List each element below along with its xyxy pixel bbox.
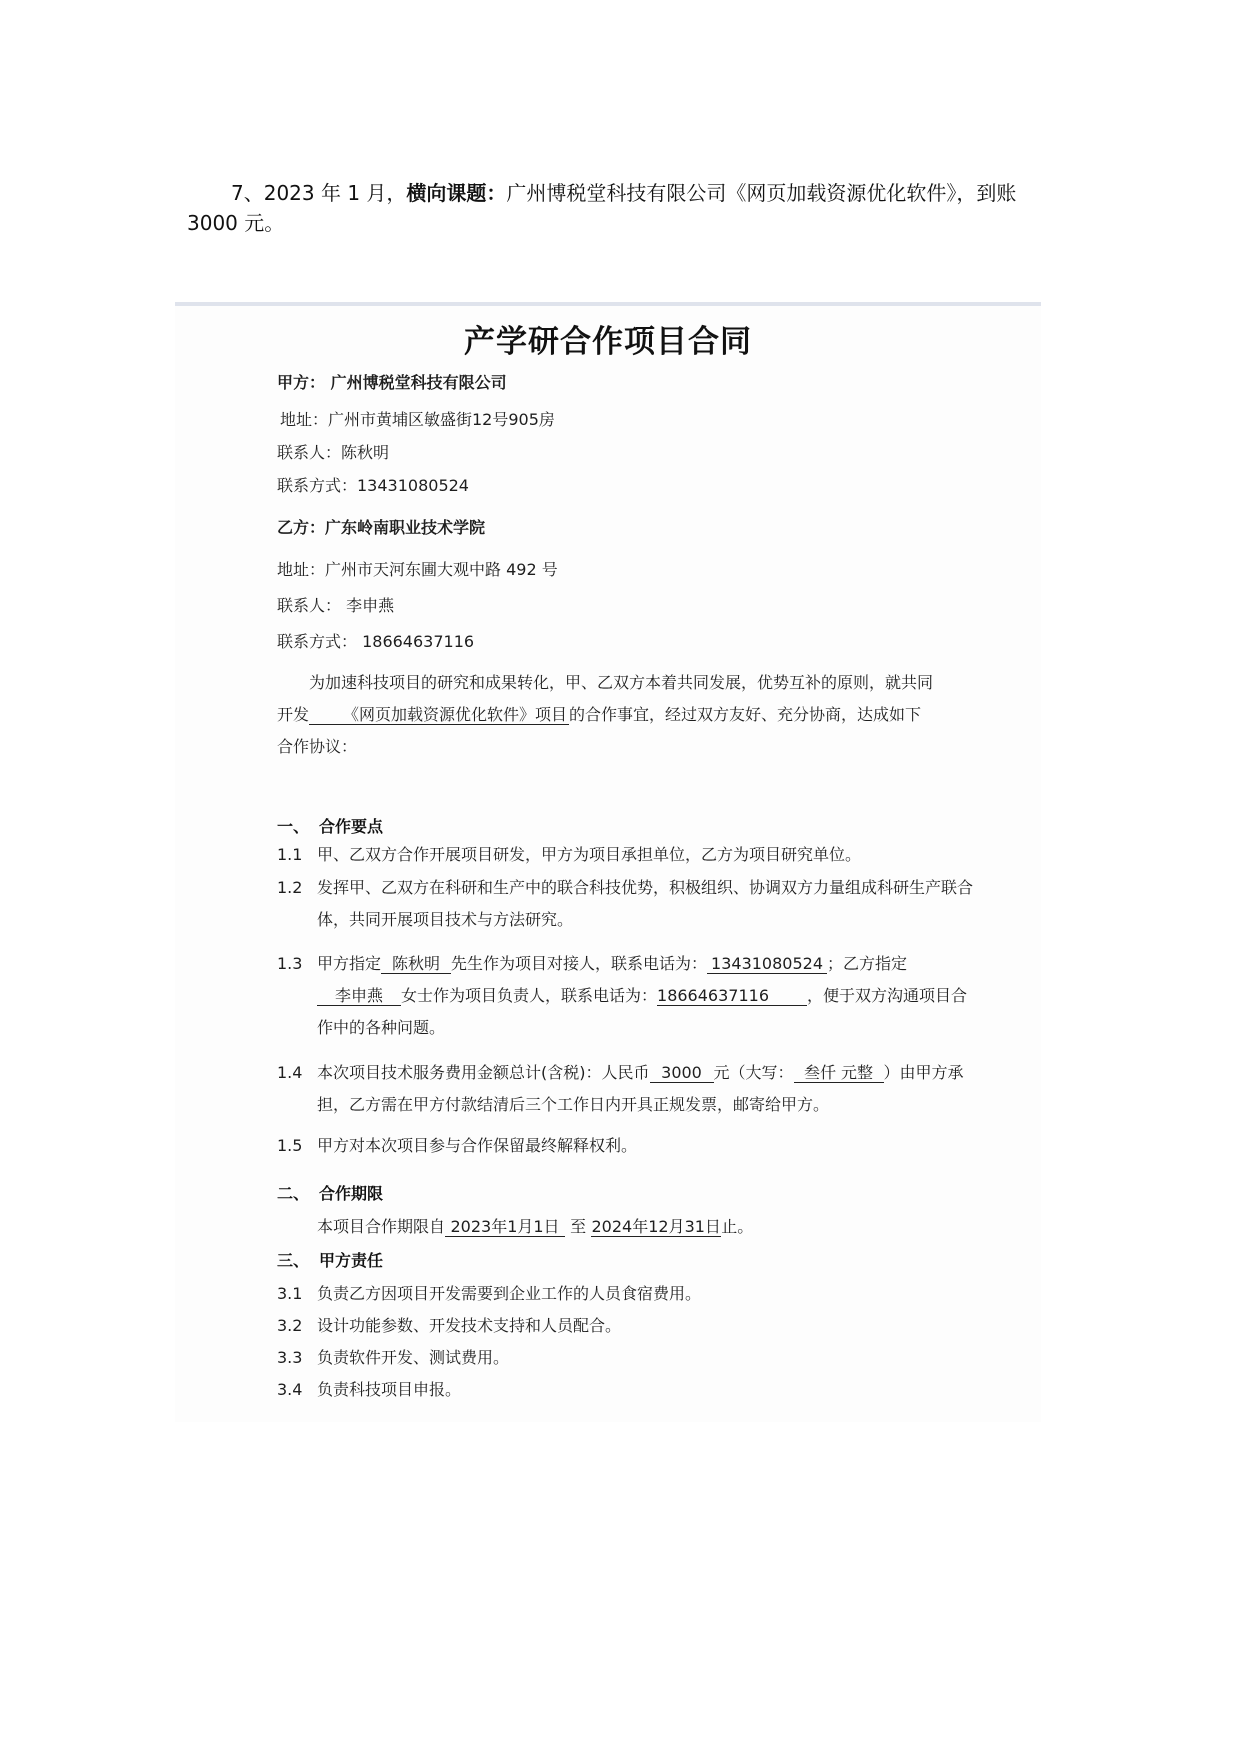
fee-amount-upper: 叁仟 元整 <box>794 1064 884 1083</box>
intro-label: 横向课题： <box>406 181 507 205</box>
party-b-phone: 联系方式： 18664637116 <box>277 632 475 651</box>
item-3-3 <box>277 1342 977 1374</box>
item-number: 1.1 <box>277 845 303 864</box>
contact-name-b: 李申燕 <box>317 987 401 1006</box>
party-a-phone: 联系方式：13431080524 <box>277 476 469 495</box>
section-3-heading <box>277 1248 383 1271</box>
preamble-part1: 为加速科技项目的研究和成果转化，甲、乙双方本着共同发展，优势互补的原则，就共同开发 <box>277 673 934 724</box>
item-1-1 <box>277 839 977 871</box>
section-2-title: 合作期限 <box>319 1184 384 1203</box>
party-b-address: 地址：广州市天河东圃大观中路 492 号 <box>277 560 558 579</box>
item-number: 3.1 <box>277 1284 303 1303</box>
section-1-number: 一、 <box>277 817 310 836</box>
fee-amount: 3000 <box>650 1064 714 1083</box>
item-3-1 <box>277 1278 977 1310</box>
item-text: 发挥甲、乙双方在科研和生产中的联合科技优势，积极组织、协调双方力量组成科研生产联合体，共同开展项目技术与方法研究。 <box>317 878 974 929</box>
item-number: 1.5 <box>277 1136 303 1155</box>
intro-text: 广州博税堂科技有限公司《网页加载资源优化软件》，到账 3000 元。 <box>187 181 1017 235</box>
item-text: 负责科技项目申报。 <box>317 1380 462 1399</box>
item-number: 3.3 <box>277 1348 303 1367</box>
intro-prefix: 7、2023 年 1 月， <box>231 181 407 205</box>
section-2-number: 二、 <box>277 1184 310 1203</box>
section-3-title: 甲方责任 <box>319 1251 384 1270</box>
text-run: 本项目合作期限自 <box>317 1217 446 1236</box>
contact-name-a: 陈秋明 <box>381 955 451 974</box>
text-run: 女士作为项目负责人，联系电话为： <box>401 986 658 1005</box>
item-number: 1.3 <box>277 954 303 973</box>
contact-phone-b: 18664637116 <box>657 987 807 1006</box>
section-3-number: 三、 <box>277 1251 310 1270</box>
item-number: 3.2 <box>277 1316 303 1335</box>
text-run: ）由甲方承担，乙方需在甲方付款结清后三个工作日内开具正规发票，邮寄给甲方。 <box>317 1063 964 1114</box>
item-number: 1.2 <box>277 878 303 897</box>
item-3-2 <box>277 1310 977 1342</box>
party-b-contact: 联系人： 李申燕 <box>277 596 395 615</box>
text-run: 至 <box>570 1217 587 1236</box>
item-text <box>317 948 977 1044</box>
intro-paragraph <box>187 178 1047 238</box>
text-run: ；乙方指定 <box>827 954 908 973</box>
text-run: 元（大写： <box>713 1063 794 1082</box>
section-1-heading <box>277 814 383 837</box>
text-run: 止。 <box>721 1217 754 1236</box>
contact-phone-a: 13431080524 <box>707 955 827 974</box>
item-1-3 <box>277 948 977 1044</box>
preamble-part2: 的合作事宜，经过双方友好、充分协商，达成如下合作协议： <box>277 705 922 756</box>
term-line <box>317 1214 753 1237</box>
contract-scan <box>175 302 1041 1422</box>
project-name: 《网页加载资源优化软件》项目 <box>309 706 569 725</box>
contract-title: 产学研合作项目合同 <box>464 324 752 360</box>
scan-top-border <box>175 302 1041 306</box>
item-number: 3.4 <box>277 1380 303 1399</box>
term-end: 2024年12月31日 <box>591 1217 721 1236</box>
item-1-5 <box>277 1130 977 1162</box>
item-text: 设计功能参数、开发技术支持和人员配合。 <box>317 1316 622 1335</box>
item-text: 负责乙方因项目开发需要到企业工作的人员食宿费用。 <box>317 1284 702 1303</box>
term-start: 2023年1月1日 <box>445 1218 565 1237</box>
text-run: 本次项目技术服务费用金额总计(含税)：人民币 <box>317 1063 650 1082</box>
text-run: 先生作为项目对接人，联系电话为： <box>451 954 708 973</box>
item-text: 负责软件开发、测试费用。 <box>317 1348 510 1367</box>
text-run: 甲方指定 <box>317 954 382 973</box>
item-1-4 <box>277 1057 977 1121</box>
party-a-address: 地址：广州市黄埔区敏盛街12号905房 <box>280 410 555 429</box>
party-b-heading: 乙方：广东岭南职业技术学院 <box>277 518 486 537</box>
party-a-contact: 联系人：陈秋明 <box>277 443 390 462</box>
item-number: 1.4 <box>277 1063 303 1082</box>
item-text: 甲、乙双方合作开展项目研发，甲方为项目承担单位，乙方为项目研究单位。 <box>317 845 862 864</box>
party-a-heading: 甲方： 广州博税堂科技有限公司 <box>277 373 507 392</box>
item-1-2 <box>277 872 977 936</box>
section-1-title: 合作要点 <box>319 817 384 836</box>
section-2-heading <box>277 1181 383 1204</box>
item-text <box>317 1057 977 1121</box>
preamble <box>277 667 937 763</box>
text-run: ，便于双方沟通项目合作中的各种问题。 <box>317 986 968 1037</box>
item-3-4 <box>277 1374 977 1406</box>
item-text: 甲方对本次项目参与合作保留最终解释权利。 <box>317 1136 638 1155</box>
